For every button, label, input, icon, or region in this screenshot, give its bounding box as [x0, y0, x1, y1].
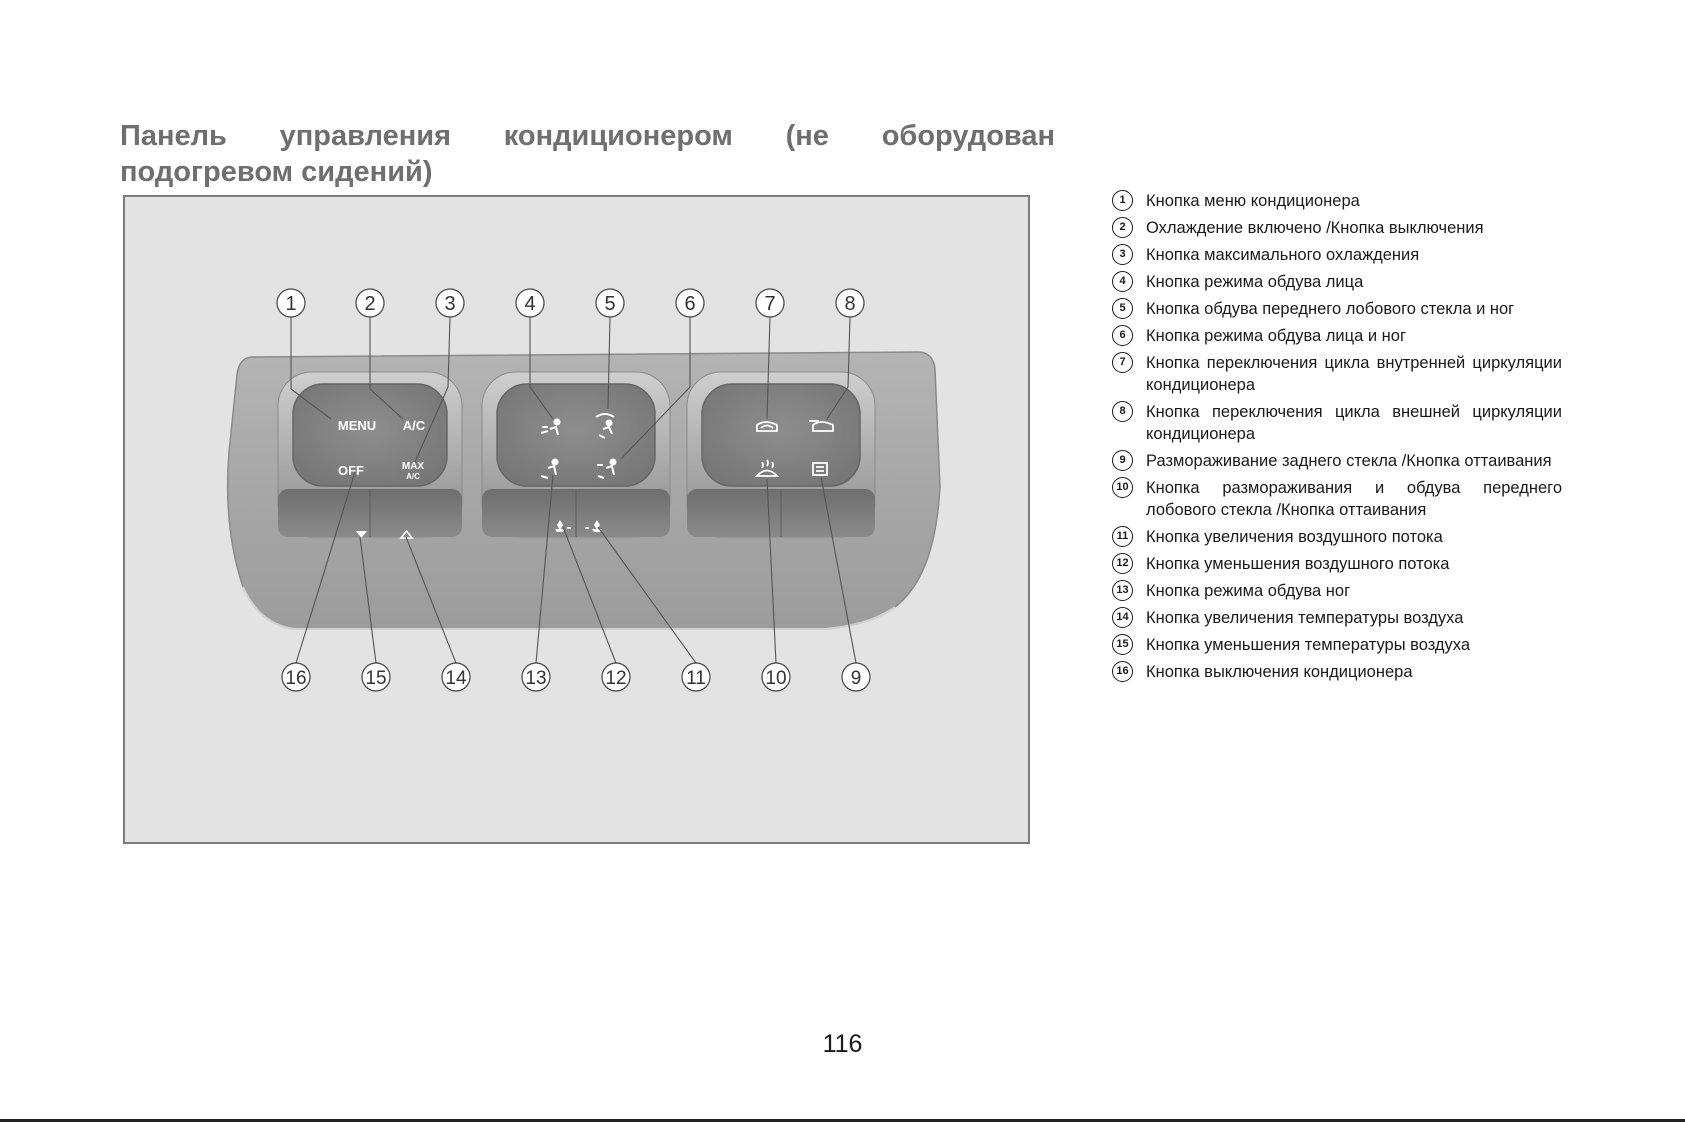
bottom-divider — [0, 1119, 1685, 1122]
callout-16-label: 16 — [285, 668, 307, 689]
legend-item-text: Кнопка обдува переднего лобового стекла и ног — [1146, 300, 1515, 318]
max-ac-label-top: MAX — [401, 461, 425, 472]
callout-2-label: 2 — [364, 293, 376, 315]
legend-item-number: 2 — [1112, 217, 1133, 238]
callout-8 — [836, 289, 864, 317]
legend-item — [1112, 661, 1562, 683]
callout-9-label: 9 — [850, 668, 862, 689]
callout-7-label: 7 — [764, 293, 776, 315]
callouts-top — [277, 289, 864, 317]
callout-14 — [442, 663, 470, 691]
off-button[interactable]: OFF — [338, 463, 364, 478]
legend-item-text: Кнопка переключения цикла внешней циркуляции кондиционера — [1146, 403, 1562, 443]
legend-list — [1112, 190, 1562, 688]
callout-1 — [277, 289, 305, 317]
callout-15 — [362, 663, 390, 691]
legend-item-text: Кнопка максимального охлаждения — [1146, 246, 1420, 264]
legend-item-text: Кнопка уменьшения температуры воздуха — [1146, 636, 1471, 654]
legend-item-number: 10 — [1112, 477, 1133, 498]
callout-3 — [436, 289, 464, 317]
callout-15-label: 15 — [365, 668, 387, 689]
legend-item-number: 8 — [1112, 401, 1133, 422]
legend-item — [1112, 401, 1562, 445]
legend-item-number: 12 — [1112, 553, 1133, 574]
legend-item-number: 1 — [1112, 190, 1133, 211]
page-title: Панель управления кондиционером (не оборудован подогревом сидений) — [120, 120, 1055, 188]
callout-4-label: 4 — [524, 293, 536, 315]
callout-2 — [356, 289, 384, 317]
airflow-button-group — [482, 372, 670, 537]
page-number: 116 — [822, 1030, 863, 1058]
legend-item — [1112, 190, 1562, 212]
callout-7 — [756, 289, 784, 317]
callout-1-label: 1 — [285, 293, 297, 315]
legend-item-number: 15 — [1112, 634, 1133, 655]
callouts-bottom — [282, 663, 870, 691]
legend-item-text: Кнопка выключения кондиционера — [1146, 663, 1413, 681]
callout-9 — [842, 663, 870, 691]
legend-item — [1112, 607, 1562, 629]
callout-6-label: 6 — [684, 293, 696, 315]
legend-item — [1112, 298, 1562, 320]
legend-item-text: Кнопка размораживания и обдува переднего лобового стекла /Кнопка оттаивания — [1146, 479, 1562, 519]
legend-item-text: Кнопка режима обдува лица — [1146, 273, 1364, 291]
legend-item-number: 4 — [1112, 271, 1133, 292]
callout-10 — [762, 663, 790, 691]
legend-item — [1112, 553, 1562, 575]
legend-item-text: Кнопка меню кондиционера — [1146, 192, 1360, 210]
legend-item — [1112, 580, 1562, 602]
menu-button[interactable]: MENU — [337, 418, 377, 433]
callout-12-label: 12 — [605, 668, 627, 689]
callout-6 — [676, 289, 704, 317]
callout-11-label: 11 — [686, 668, 706, 689]
control-panel-figure — [123, 195, 1030, 844]
ac-button[interactable]: A/C — [402, 418, 426, 433]
legend-item-text: Кнопка увеличения воздушного потока — [1146, 528, 1443, 546]
callout-5 — [596, 289, 624, 317]
callout-10-label: 10 — [765, 668, 787, 689]
legend-item — [1112, 450, 1562, 472]
callout-3-label: 3 — [444, 293, 456, 315]
legend-item-number: 11 — [1112, 526, 1133, 547]
callout-13-label: 13 — [525, 668, 547, 689]
legend-item-text: Кнопка переключения цикла внутренней циркуляции кондиционера — [1146, 354, 1562, 394]
legend-item — [1112, 526, 1562, 548]
callout-5-label: 5 — [604, 293, 616, 315]
max-ac-label-bottom: A/C — [406, 472, 420, 481]
legend-item-text: Размораживание заднего стекла /Кнопка оттаивания — [1146, 452, 1552, 470]
legend-item-number: 5 — [1112, 298, 1133, 319]
callout-8-label: 8 — [844, 293, 856, 315]
legend-item — [1112, 325, 1562, 347]
legend-item — [1112, 477, 1562, 521]
legend-item-number: 14 — [1112, 607, 1133, 628]
legend-item — [1112, 217, 1562, 239]
legend-item-number: 13 — [1112, 580, 1133, 601]
circulation-button-group — [687, 372, 875, 537]
callout-16 — [282, 663, 310, 691]
legend-item-number: 7 — [1112, 352, 1133, 373]
legend-item-number: 3 — [1112, 244, 1133, 265]
legend-item — [1112, 271, 1562, 293]
legend-item-text: Кнопка режима обдува ног — [1146, 582, 1351, 600]
legend-item — [1112, 634, 1562, 656]
ac-button-group — [278, 372, 462, 537]
legend-item — [1112, 244, 1562, 266]
callout-11 — [682, 663, 710, 691]
legend-item-text: Кнопка режима обдува лица и ног — [1146, 327, 1406, 345]
callout-4 — [516, 289, 544, 317]
legend-item-number: 6 — [1112, 325, 1133, 346]
callout-13 — [522, 663, 550, 691]
legend-item — [1112, 352, 1562, 396]
legend-item-text: Охлаждение включено /Кнопка выключения — [1146, 219, 1484, 237]
callout-14-label: 14 — [445, 668, 467, 689]
legend-item-number: 9 — [1112, 450, 1133, 471]
callout-12 — [602, 663, 630, 691]
legend-item-text: Кнопка увеличения температуры воздуха — [1146, 609, 1464, 627]
legend-item-number: 16 — [1112, 661, 1133, 682]
legend-item-text: Кнопка уменьшения воздушного потока — [1146, 555, 1450, 573]
